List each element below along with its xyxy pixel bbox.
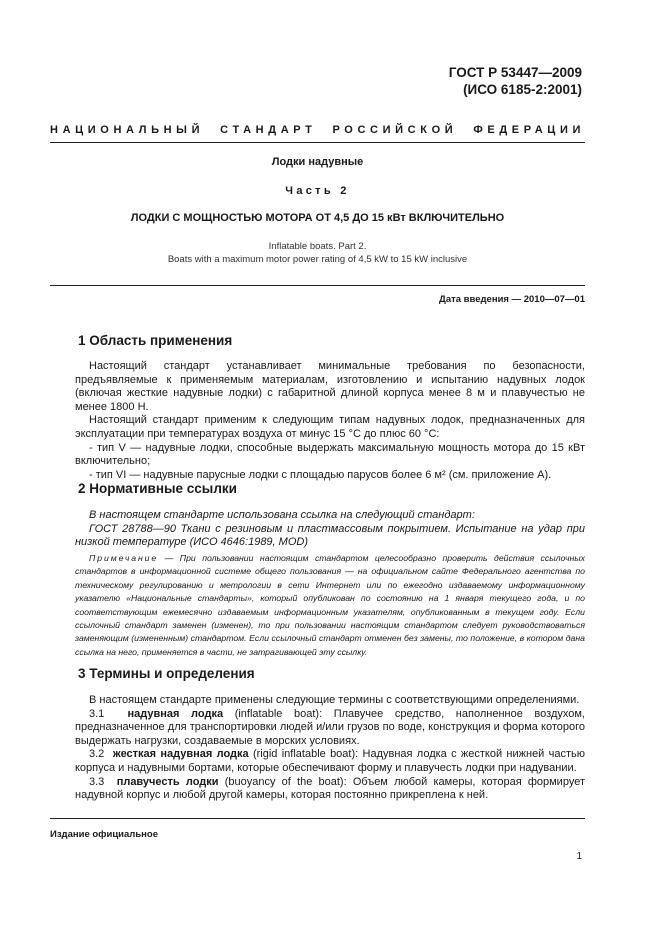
section-1-body [75,360,585,482]
term-definition: (inflatable boat): Плавучее средство, наполненное воздухом, предназначенное для транспортировки людей и/или грузов по воде, конструкция и форма которого выдержать нагрузки, создаваемые в морских условиях. [75,707,585,747]
banner-word: НАЦИОНАЛЬНЫЙ [50,124,205,136]
term-number: 3.3 [89,775,105,788]
banner-word: СТАНДАРТ [220,124,317,136]
term-number: 3.1 [89,707,105,720]
section-3-heading: 3 Термины и определения [78,666,255,681]
title-rule [50,285,585,286]
footer-rule [50,818,585,819]
paragraph: В настоящем стандарте использована ссылка на следующий стандарт: [89,509,475,521]
term-definition: (buoyancy of the boat): Объем любой камеры, которая формирует надувной корпус и любой другой камеры, которая постоянно прикреплена к ней. [75,775,585,802]
section-1-heading: 1 Область применения [78,333,233,348]
term-name: жесткая надувная лодка [112,748,249,761]
national-standard-banner [50,124,585,136]
section-2-heading: 2 Нормативные ссылки [78,481,237,496]
document-code [449,64,582,98]
banner-word: РОССИЙСКОЙ [332,124,458,136]
term-3-1 [75,708,585,749]
term-3-2 [75,748,585,775]
banner-rule [50,142,585,143]
section-3-body [75,694,585,803]
introduction-date: Дата введения — 2010—07—01 [439,294,585,305]
paragraph: - тип V — надувные лодки, способные выдержать максимальную мощность мотора до 15 кВт включительно; [75,441,585,468]
section-2-body [75,509,585,550]
term-number: 3.2 [89,748,105,761]
paragraph: Настоящий стандарт устанавливает минимальные требования по безопасности, предъявляемые к применяемым материалам, изготовлению и испытанию надувных лодок (включая жесткие надувные лодки) с габаритной длиной корпуса менее 8 м и плавучестью не менее 1800 Н. [75,360,585,413]
document-part: Часть 2 [285,185,350,197]
term-definition: (rigid inflatable boat): Надувная лодка с жесткой нижней частью корпуса и надувными бортами, которые обеспечивают форму и плавучесть лодки при надувании. [75,748,586,774]
english-title [50,240,585,266]
term-name: надувная лодка [127,707,224,720]
term-3-3 [75,776,585,803]
official-edition-label: Издание официальное [50,829,158,840]
note-text: — При пользовании настоящим стандартом целесообразно проверить действия ссылочных стандартов в информационной системе общего пользования — на официальном сайте Федерального агентства по техническому регулированию и метрологии в сети Интернет или по ежегодно издаваемому информационному указателю «Национальные стандарты», который опубликован по состоянию на 1 января текущего года, и по соответствующим ежемесячно издаваемым информационным указателям, опубликованным в текущем году. Если ссылочный стандарт заменен (изменен), то при пользовании настоящим стандартом следует руководствоваться заменяющим (измененным) стандартом. Если ссылочный стандарт отменен без замены, то положение, в котором дана ссылка на него, применяется в части, не затрагивающей эту ссылку. [75,553,585,657]
document-title: Лодки надувные [271,156,364,168]
document-subtitle: ЛОДКИ С МОЩНОСТЬЮ МОТОРА ОТ 4,5 ДО 15 кВт ВКЛЮЧИТЕЛЬНО [130,212,505,224]
iso-code: (ИСО 6185-2:2001) [463,82,582,97]
reference-entry: ГОСТ 28788—90 Ткани с резиновым и пластмассовым покрытием. Испытание на удар при низкой температуре (ИСО 4646:1989, MOD) [75,522,585,549]
paragraph: - тип VI — надувные парусные лодки с площадью парусов более 6 м² (см. приложение А). [89,468,552,481]
term-name: плавучесть лодки [116,775,219,788]
note-block [75,552,585,659]
gost-code: ГОСТ Р 53447—2009 [448,65,582,80]
paragraph: Настоящий стандарт применим к следующим типам надувных лодок, предназначенных для эксплуатации при температурах воздуха от минус 15 °С до плюс 60 °С: [75,414,585,440]
page-number: 1 [576,851,582,862]
paragraph: В настоящем стандарте применены следующие термины с соответствующими определениями. [89,694,580,706]
banner-word: ФЕДЕРАЦИИ [473,124,585,136]
note-label: Примечание [89,553,159,563]
english-title-line: Inflatable boats. Part 2. [268,241,367,252]
english-title-line: Boats with a maximum motor power rating of 4,5 kW to 15 kW inclusive [167,254,468,265]
